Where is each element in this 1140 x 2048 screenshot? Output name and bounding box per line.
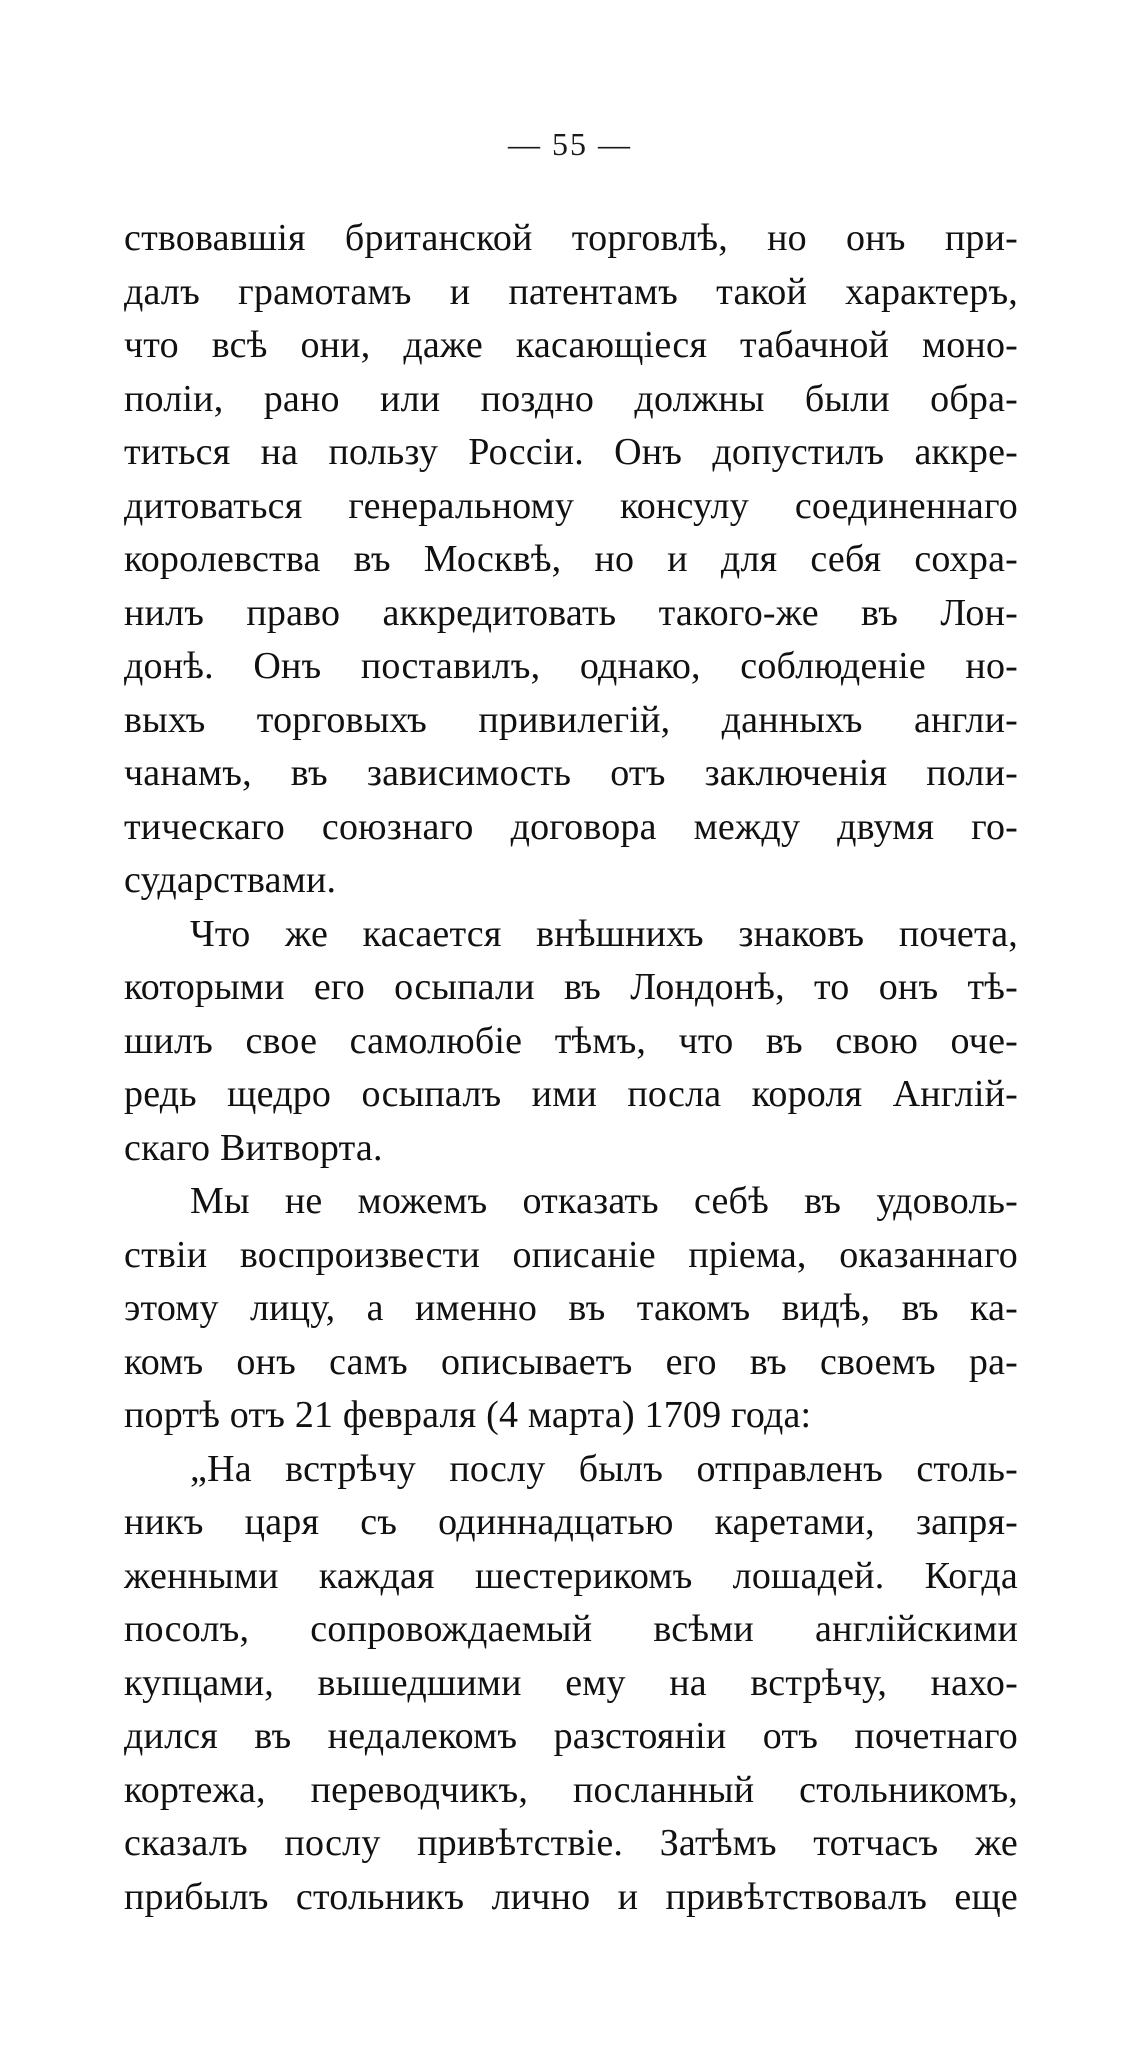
text-line: сказалъ послу привѣтствіе. Затѣмъ тотчасъ же [124, 1822, 1018, 1864]
text-line: Мы не можемъ отказать себѣ въ удоволь- [190, 1180, 1018, 1222]
text-line: купцами, вышедшими ему на встрѣчу, нахо- [124, 1661, 1018, 1704]
text-line: женными каждая шестерикомъ лошадей. Когда [124, 1554, 1018, 1597]
text-line: прибылъ стольникъ лично и привѣтствовалъ еще [124, 1875, 1018, 1918]
text-line: королевства въ Москвѣ, но и для себя сохра- [124, 538, 1018, 580]
text-line: этому лицу, а именно въ такомъ видѣ, въ ка- [124, 1287, 1018, 1329]
text-line: чанамъ, въ зависимость отъ заключенія поли- [124, 752, 1018, 794]
page-number: — 55 — [508, 126, 632, 162]
text-line: титься на пользу Россіи. Онъ допустилъ аккре- [124, 431, 1018, 473]
text-line: „На встрѣчу послу былъ отправленъ столь- [190, 1447, 1018, 1490]
text-line: редь щедро осыпалъ ими посла короля Англій- [124, 1073, 1018, 1115]
text-line: что всѣ они, даже касающіеся табачной моно- [124, 324, 1018, 366]
text-line: ствіи воспроизвести описаніе пріема, оказаннаго [124, 1233, 1018, 1276]
text-line: скаго Витворта. [124, 1126, 383, 1169]
text-line: поліи, рано или поздно должны были обра- [124, 377, 1018, 420]
text-line: посолъ, сопровождаемый всѣми англійскими [124, 1608, 1018, 1650]
text-line: дился въ недалекомъ разстояніи отъ почетнаго [124, 1715, 1018, 1757]
text-line: донѣ. Онъ поставилъ, однако, соблюденіе но- [124, 645, 1018, 687]
text-line: никъ царя съ одиннадцатью каретами, запря- [124, 1501, 1018, 1543]
text-line: выхъ торговыхъ привилегій, данныхъ англи- [124, 698, 1018, 741]
text-line: кортежа, переводчикъ, посланный стольникомъ, [124, 1768, 1018, 1811]
text-line: тическаго союзнаго договора между двумя го- [124, 805, 1018, 848]
text-line: нилъ право аккредитовать такого-же въ Лон- [124, 591, 1018, 634]
text-line: сударствами. [124, 859, 337, 901]
text-line: далъ грамотамъ и патентамъ такой характеръ, [124, 270, 1018, 313]
text-line: ствовавшія британской торговлѣ, но онъ при- [124, 217, 1018, 259]
text-line: комъ онъ самъ описываетъ его въ своемъ ра- [124, 1340, 1018, 1383]
text-line: которыми его осыпали въ Лондонѣ, то онъ тѣ- [124, 966, 1018, 1008]
body-text [124, 212, 1018, 1924]
text-line: портѣ отъ 21 февраля (4 марта) 1709 года: [124, 1394, 812, 1436]
text-line: Что же касается внѣшнихъ знаковъ почета, [190, 912, 1018, 955]
text-line: дитоваться генеральному консулу соединеннаго [124, 484, 1018, 527]
text-line: шилъ свое самолюбіе тѣмъ, что въ свою оче- [124, 1019, 1018, 1062]
